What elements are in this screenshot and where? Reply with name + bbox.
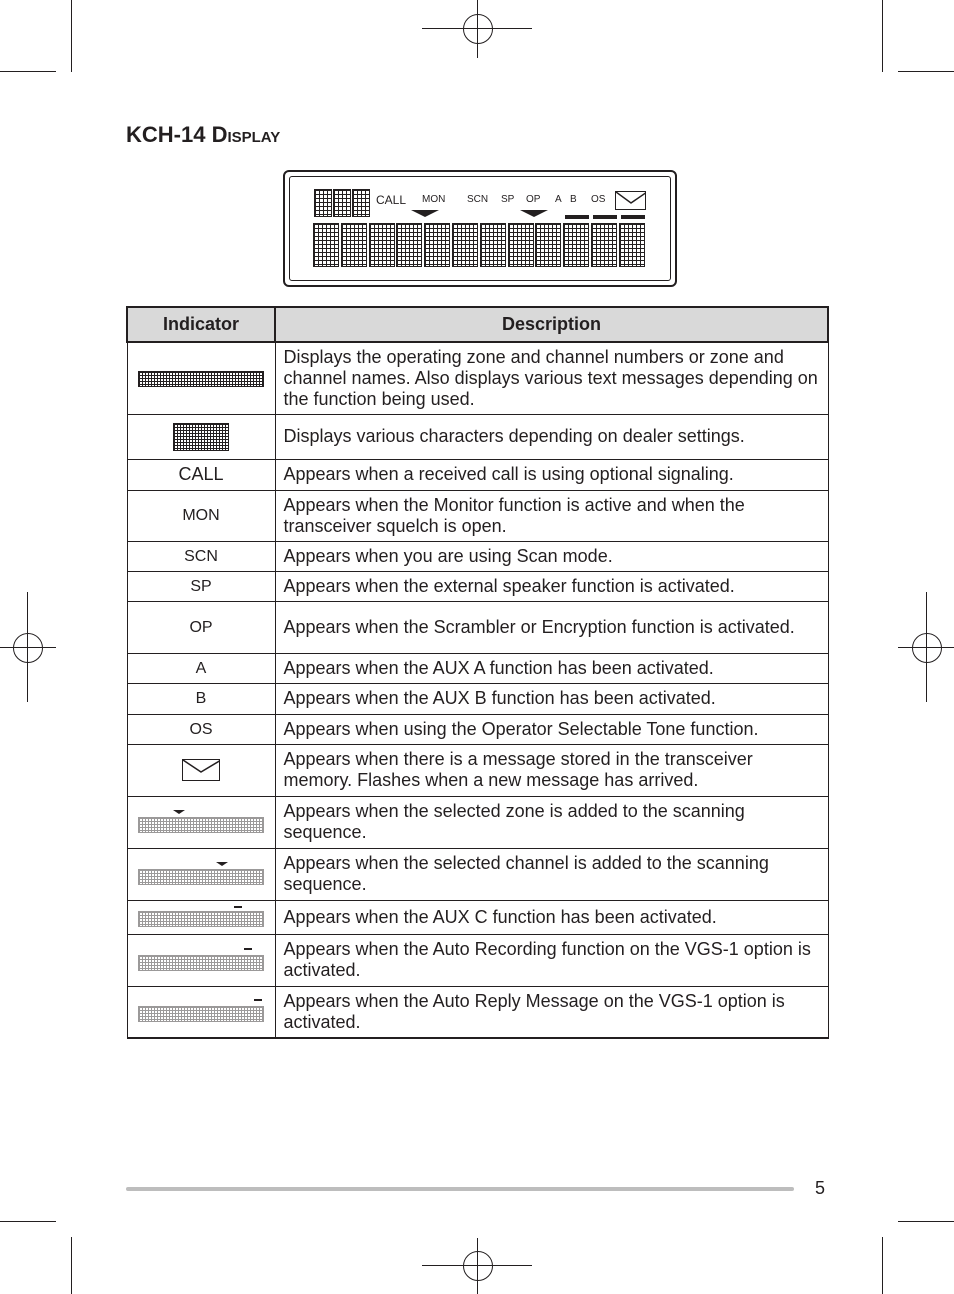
lcd-main-char-cell [369, 223, 395, 267]
table-row [127, 459, 828, 490]
row-description: Appears when a received call is using optional signaling. [275, 459, 828, 490]
row-description: Appears when the selected channel is added to the scanning sequence. [275, 848, 828, 900]
row-indicator: OP [127, 601, 275, 653]
footer-rule [126, 1187, 794, 1191]
crop-mark [0, 1221, 56, 1222]
channel-scan-arrow-icon [216, 862, 228, 866]
crop-mark [898, 1221, 954, 1222]
row-indicator: CALL [127, 459, 275, 490]
lcd-auto-recording-bar [593, 215, 617, 219]
crop-mark [0, 71, 56, 72]
page-number: 5 [815, 1178, 826, 1198]
lcd-zone-scan-arrow-icon [411, 210, 439, 217]
registration-mark [13, 633, 43, 663]
crop-mark [71, 0, 72, 72]
row-description: Appears when the AUX B function has been activated. [275, 683, 828, 714]
lcd-main-char-cell [313, 223, 339, 267]
lcd-op-label: OP [526, 194, 541, 205]
lcd-main-char-cell [535, 223, 561, 267]
aux-c-bar-icon [234, 906, 242, 908]
dealer-char-matrix [333, 189, 351, 217]
lcd-mon-label: MON [422, 194, 446, 205]
lcd-b-label: B [570, 194, 577, 205]
table-row [127, 490, 828, 541]
table-row [127, 714, 828, 744]
row-indicator: A [127, 653, 275, 683]
lcd-sp-label: SP [501, 194, 515, 205]
crop-mark [898, 71, 954, 72]
table-row [127, 414, 828, 459]
indicator-table [126, 306, 829, 1039]
registration-mark [912, 633, 942, 663]
row-description: Appears when the Auto Reply Message on the VGS-1 option is activated. [275, 986, 828, 1038]
dealer-char-matrix [352, 189, 370, 217]
table-row [127, 571, 828, 601]
lcd-os-label: OS [591, 194, 606, 205]
table-row [127, 342, 828, 414]
table-row [127, 653, 828, 683]
row-indicator: SP [127, 571, 275, 601]
table-row [127, 934, 828, 986]
indicator-column-header: Indicator [127, 307, 275, 342]
lcd-main-char-cell [341, 223, 367, 267]
lcd-main-char-cell [619, 223, 645, 267]
envelope-icon [182, 759, 220, 781]
lcd-main-char-cell [424, 223, 450, 267]
crop-mark [882, 0, 883, 72]
row-indicator: B [127, 683, 275, 714]
lcd-envelope-icon [615, 191, 646, 210]
table-row [127, 796, 828, 848]
row-indicator: SCN [127, 541, 275, 571]
lcd-auto-reply-bar [621, 215, 645, 219]
crop-mark [71, 1237, 72, 1294]
lcd-main-char-cell [480, 223, 506, 267]
row-description: Appears when the AUX A function has been activated. [275, 653, 828, 683]
row-indicator: OS [127, 714, 275, 744]
row-description: Displays various characters depending on dealer settings. [275, 414, 828, 459]
table-row [127, 541, 828, 571]
row-indicator: MON [127, 490, 275, 541]
lcd-main-char-cell [508, 223, 534, 267]
lcd-main-char-cell [396, 223, 422, 267]
row-description: Appears when the Monitor function is active and when the transceiver squelch is open. [275, 490, 828, 541]
registration-mark [463, 1251, 493, 1281]
lcd-scn-label: SCN [467, 194, 489, 205]
crop-mark [882, 1237, 883, 1294]
zone-scan-arrow-icon [173, 810, 185, 814]
table-row [127, 744, 828, 796]
lcd-a-label: A [555, 194, 562, 205]
table-row [127, 683, 828, 714]
row-description: Appears when the Auto Recording function on the VGS-1 option is activated. [275, 934, 828, 986]
registration-mark [463, 14, 493, 44]
auto-recording-bar-icon [244, 948, 252, 950]
row-description: Appears when you are using Scan mode. [275, 541, 828, 571]
row-description: Appears when the Scrambler or Encryption function is activated. [275, 601, 828, 653]
auto-reply-bar-icon [254, 999, 262, 1001]
row-description: Appears when the AUX C function has been activated. [275, 900, 828, 934]
page-title: KCH-14 DISPLAY [126, 122, 281, 147]
lcd-aux-c-bar [565, 215, 589, 219]
dot-matrix-3-char-icon [173, 423, 229, 451]
table-row [127, 986, 828, 1038]
description-column-header: Description [275, 307, 828, 342]
row-description: Appears when there is a message stored in the transceiver memory. Flashes when a new message has arrived. [275, 744, 828, 796]
table-row [127, 900, 828, 934]
dealer-char-matrix [314, 189, 332, 217]
row-description: Displays the operating zone and channel numbers or zone and channel names. Also displays various text messages depending on the function being used. [275, 342, 828, 414]
row-description: Appears when the selected zone is added to the scanning sequence. [275, 796, 828, 848]
lcd-main-char-cell [591, 223, 617, 267]
table-row [127, 601, 828, 653]
dot-matrix-12-char-icon [138, 371, 264, 387]
lcd-call-label: CALL [376, 193, 407, 207]
lcd-main-char-cell [452, 223, 478, 267]
lcd-main-char-cell [563, 223, 589, 267]
lcd-channel-scan-arrow-icon [520, 210, 548, 217]
table-row [127, 848, 828, 900]
row-description: Appears when the external speaker function is activated. [275, 571, 828, 601]
row-description: Appears when using the Operator Selectable Tone function. [275, 714, 828, 744]
